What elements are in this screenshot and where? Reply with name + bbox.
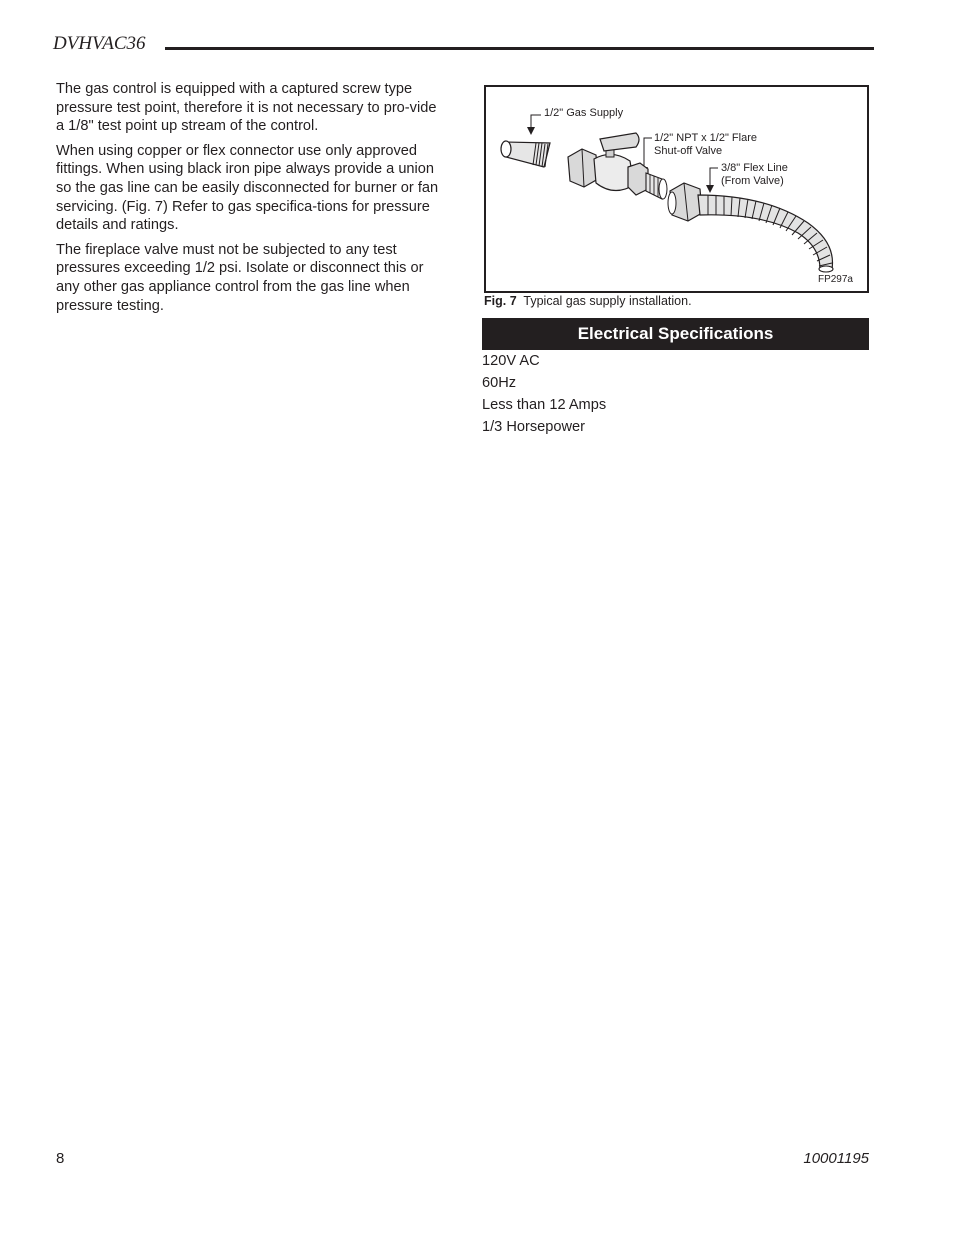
header-rule xyxy=(165,47,874,50)
electrical-specs-heading xyxy=(482,318,869,350)
gas-supply-label: 1/2" Gas Supply xyxy=(544,107,624,119)
spec-item-frequency: 60Hz xyxy=(482,375,517,391)
spec-item-voltage: 120V AC xyxy=(482,353,540,369)
valve-label-line2: Shut-off Valve xyxy=(654,145,723,157)
figure-caption-text: Typical gas supply installation. xyxy=(523,294,692,308)
paragraph-test-pressure: The fireplace valve must not be subjected to any test pressures exceeding 1/2 psi. Isolate or disconnect this or any other gas appliance control from the gas line when pressure testing. xyxy=(56,241,424,314)
flex-line-label-line1: 3/8" Flex Line xyxy=(721,162,788,174)
flex-line-label-line2: (From Valve) xyxy=(721,175,784,187)
gas-supply-figure xyxy=(484,85,869,293)
page-number: 8 xyxy=(56,1150,65,1167)
figure-code: FP297a xyxy=(817,274,853,285)
body-text-column xyxy=(56,80,448,321)
figure-caption xyxy=(484,294,692,308)
spec-item-current: Less than 12 Amps xyxy=(482,397,607,413)
paragraph-test-point: The gas control is equipped with a captured screw type pressure test point, therefore it is not necessary to pro-vide a 1/8" test point up stream of the control. xyxy=(56,81,437,135)
electrical-specs-list xyxy=(482,352,606,440)
document-title: DVHVAC36 xyxy=(53,33,146,54)
figure-caption-number: Fig. 7 xyxy=(484,294,517,308)
paragraph-fittings: When using copper or flex connector use only approved fittings. When using black iron pipe always provide a union so the gas line can be easily disconnected for burner or fan servicing. (Fig. 7) Refer to gas specifica-tions for pressure details and ratings. xyxy=(56,142,439,234)
document-number: 10001195 xyxy=(803,1150,869,1167)
electrical-specs-heading-text: Electrical Specifications xyxy=(577,324,774,343)
spec-item-horsepower: 1/3 Horsepower xyxy=(482,419,586,435)
valve-label-line1: 1/2" NPT x 1/2" Flare xyxy=(654,132,757,144)
